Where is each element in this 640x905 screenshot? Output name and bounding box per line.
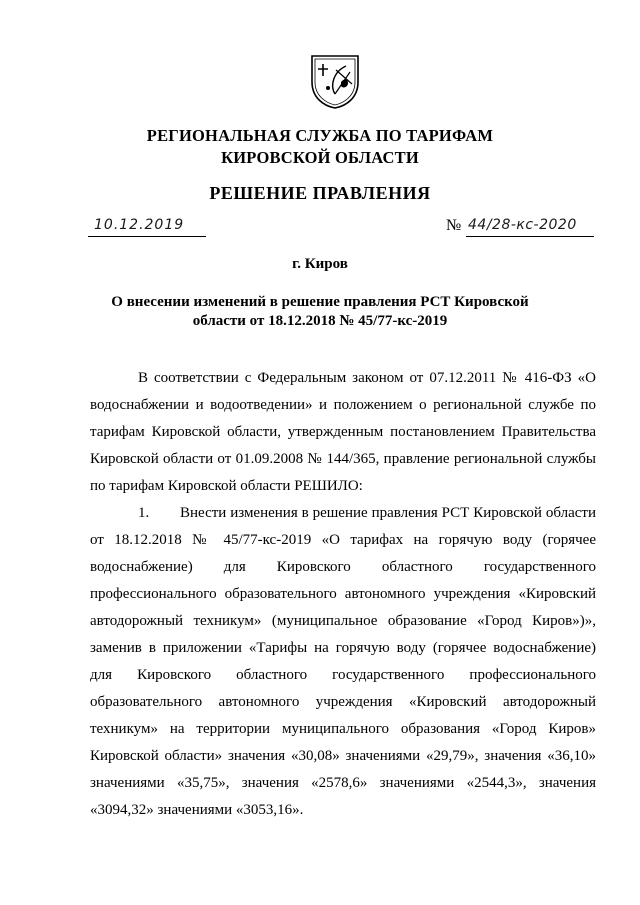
number-label: № [446,217,462,234]
city: г. Киров [292,256,348,272]
item-number: 1. [138,505,150,521]
decision-item-1 [90,500,596,824]
decision-subject [0,293,640,331]
coat-of-arms-icon [306,52,364,110]
subject-line2: области от 18.12.2018 № 45/77-кс-2019 [192,313,448,329]
handwritten-date: 10.12.2019 [94,217,185,233]
subject-line1: О внесении изменений в решение правления РСТ Кировской [111,294,529,310]
number-underline [466,236,594,237]
organization-name-line1: РЕГИОНАЛЬНАЯ СЛУЖБА ПО ТАРИФАМ [146,126,494,145]
item-text: Внести изменения в решение правления РСТ Кировской области от 18.12.2018 № 45/77-кс-2019 «О тарифах на горячую воду (горячее водоснабжение) для Кировского областного государственного профессионального образовательного автономного учреждения «Кировский автодорожный техникум» (муниципальное образование «Город Киров»)», заменив в приложении «Тарифы на горячую воду (горячее водоснабжение) для Кировского областного государственного профессионального образовательного автономного учреждения «Кировский автодорожный техникум» на территории муниципального образования «Город Киров» Кировской области» значения «30,08» значениями «29,79», значения «36,10» значениями «35,75», значения «2578,6» значениями «2544,3», значения «3094,32» значениями «3053,16». [90,505,596,818]
preamble-paragraph: В соответствии с Федеральным законом от 07.12.2011 № 416-ФЗ «О водоснабжении и водоотведении» и положением о региональной службе по тарифам Кировской области, утвержденным постановлением Правительства Кировской области от 01.09.2008 № 144/365, правление региональной службы по тарифам Кировской области РЕШИЛО: [90,370,596,494]
handwritten-document-number: 44/28-кс-2020 [468,217,577,233]
decision-body [90,365,596,824]
organization-name-line2: КИРОВСКОЙ ОБЛАСТИ [221,148,419,167]
document-type-title: РЕШЕНИЕ ПРАВЛЕНИЯ [209,183,431,203]
